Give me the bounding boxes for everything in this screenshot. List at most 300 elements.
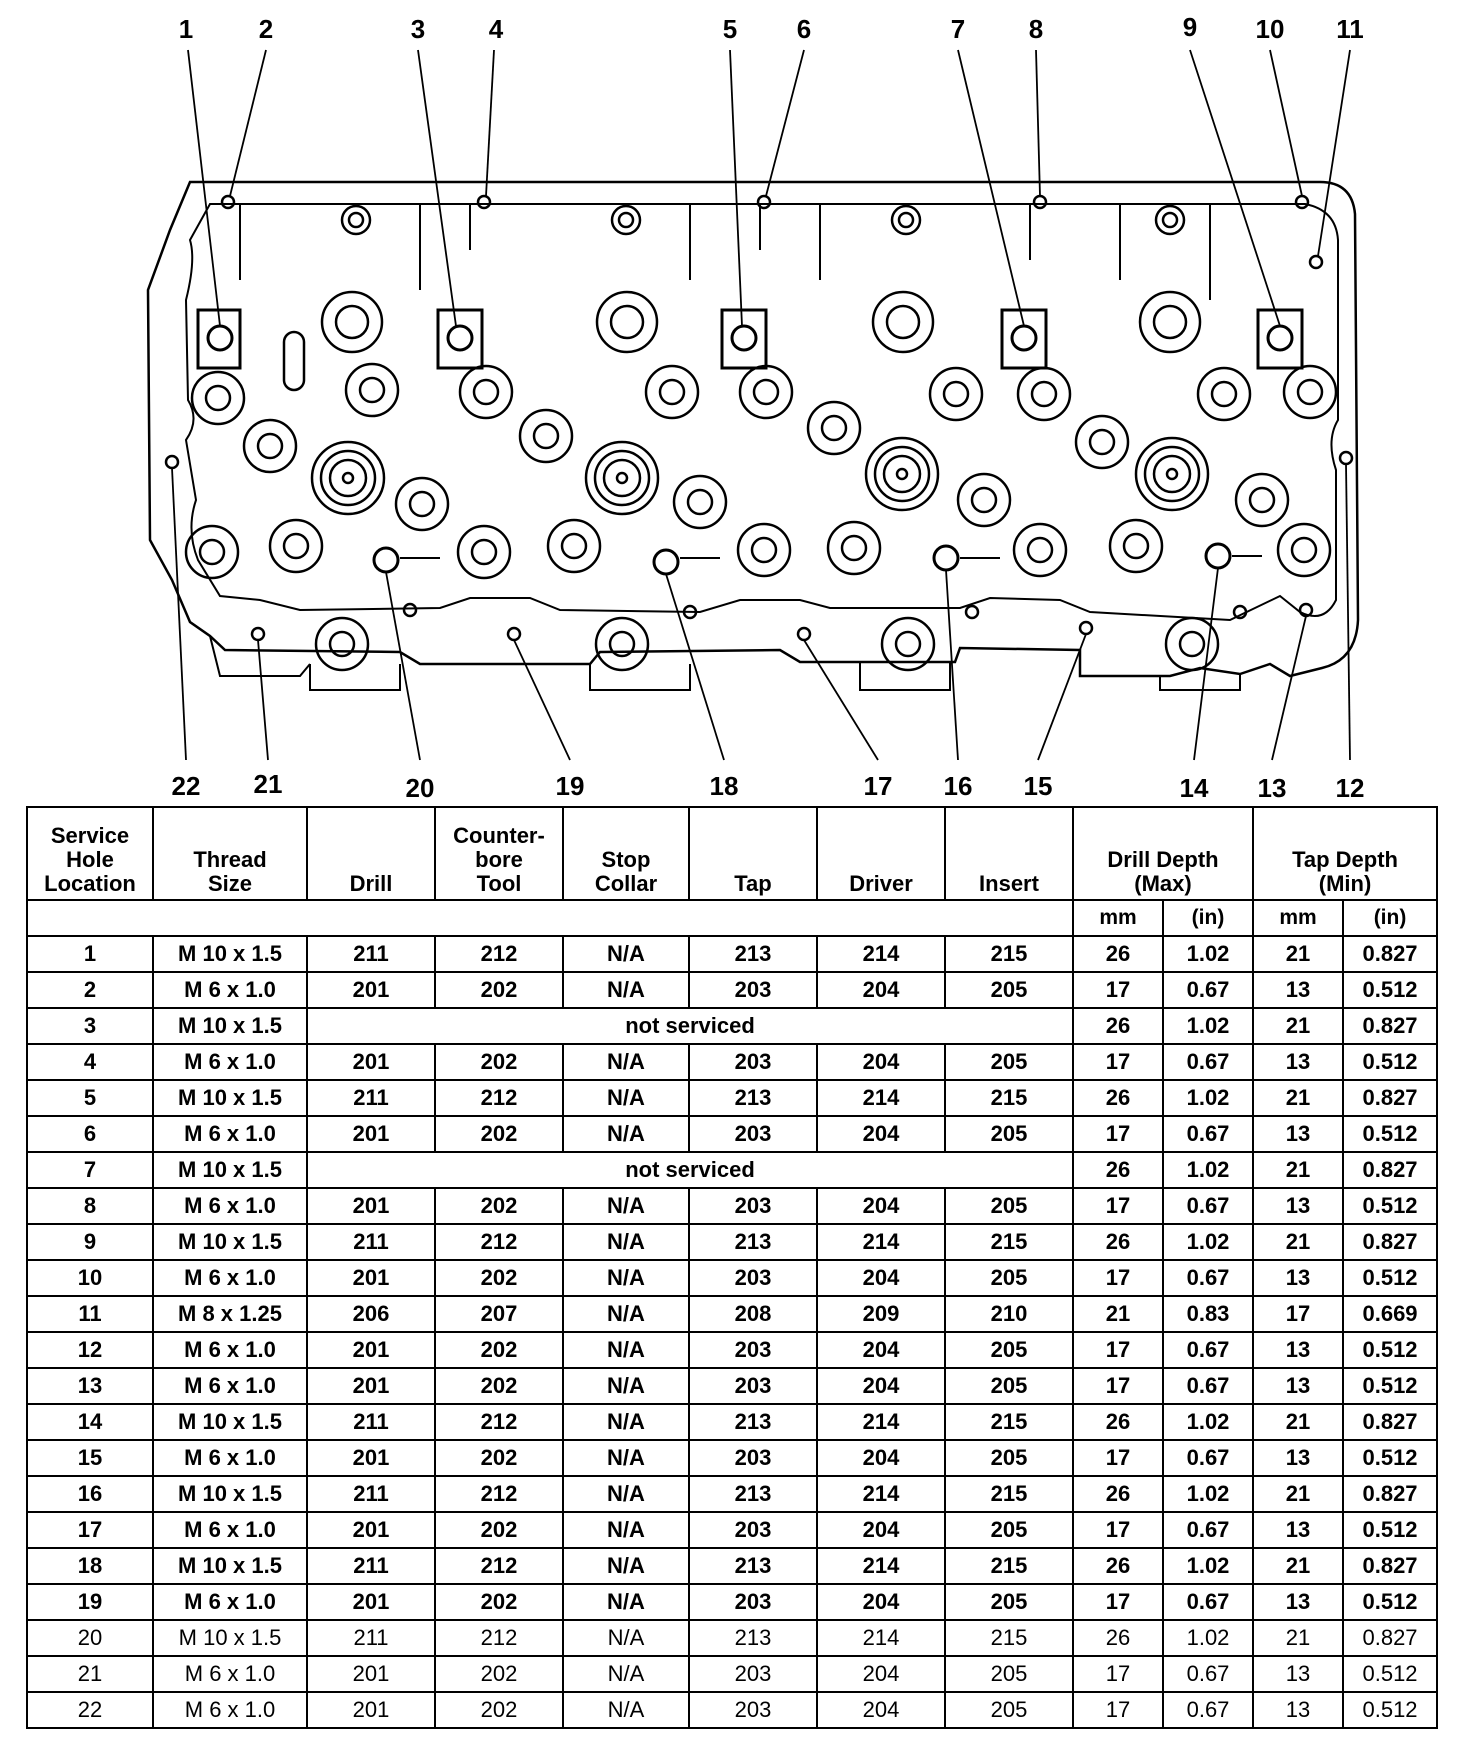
- thread-size-cell: M 10 x 1.5: [153, 1080, 307, 1116]
- tap-depth-mm-cell: 13: [1253, 1332, 1343, 1368]
- tap-depth-mm-cell: 21: [1253, 1548, 1343, 1584]
- table-row: [27, 1548, 1437, 1584]
- tap-depth-mm-cell: 13: [1253, 1116, 1343, 1152]
- tap-cell: 203: [689, 1368, 817, 1404]
- thread-size-cell: M 10 x 1.5: [153, 1476, 307, 1512]
- thread-size-cell: M 6 x 1.0: [153, 1656, 307, 1692]
- location-cell: 10: [27, 1260, 153, 1296]
- drill-cell: 211: [307, 1404, 435, 1440]
- drill-cell: 201: [307, 1332, 435, 1368]
- insert-cell: 205: [945, 1044, 1073, 1080]
- drill-cell: 206: [307, 1296, 435, 1332]
- counterbore-cell: 212: [435, 1620, 563, 1656]
- tap-depth-mm-cell: 13: [1253, 1584, 1343, 1620]
- insert-cell: 215: [945, 1620, 1073, 1656]
- thread-size-cell: M 10 x 1.5: [153, 1224, 307, 1260]
- drill-depth-mm-cell: 17: [1073, 1368, 1163, 1404]
- drill-depth-in-cell: 0.67: [1163, 1368, 1253, 1404]
- location-cell: 11: [27, 1296, 153, 1332]
- tap-depth-mm-cell: 13: [1253, 1044, 1343, 1080]
- tap-depth-in-cell: 0.669: [1343, 1296, 1437, 1332]
- drill-cell: 201: [307, 1584, 435, 1620]
- location-cell: 1: [27, 936, 153, 972]
- insert-cell: 215: [945, 1404, 1073, 1440]
- header-insert: Insert: [945, 807, 1073, 900]
- callout-13: 13: [1257, 773, 1287, 800]
- table-row: [27, 1620, 1437, 1656]
- tap-depth-mm-cell: 13: [1253, 1368, 1343, 1404]
- location-cell: 9: [27, 1224, 153, 1260]
- tap-depth-in-cell: 0.512: [1343, 972, 1437, 1008]
- drill-depth-in-cell: 1.02: [1163, 1404, 1253, 1440]
- driver-cell: 214: [817, 1224, 945, 1260]
- tap-depth-mm-cell: 13: [1253, 1260, 1343, 1296]
- drill-depth-in-cell: 1.02: [1163, 1476, 1253, 1512]
- drill-cell: 201: [307, 972, 435, 1008]
- insert-cell: 215: [945, 1224, 1073, 1260]
- tap-cell: 213: [689, 1224, 817, 1260]
- drill-depth-mm-cell: 26: [1073, 1224, 1163, 1260]
- drill-depth-mm-cell: 17: [1073, 1332, 1163, 1368]
- tap-depth-in-cell: 0.827: [1343, 1152, 1437, 1188]
- insert-cell: 205: [945, 1656, 1073, 1692]
- drill-depth-mm-cell: 17: [1073, 1692, 1163, 1728]
- thread-size-cell: M 10 x 1.5: [153, 1548, 307, 1584]
- stop-collar-cell: N/A: [563, 1260, 689, 1296]
- drill-depth-in-cell: 0.67: [1163, 1260, 1253, 1296]
- callout-10: 10: [1255, 14, 1285, 44]
- counterbore-cell: 212: [435, 1080, 563, 1116]
- insert-cell: 205: [945, 1116, 1073, 1152]
- stop-collar-cell: N/A: [563, 1368, 689, 1404]
- counterbore-cell: 212: [435, 1548, 563, 1584]
- counterbore-cell: 202: [435, 1044, 563, 1080]
- callout-3: 3: [410, 14, 426, 44]
- driver-cell: 204: [817, 1044, 945, 1080]
- table-row: [27, 1476, 1437, 1512]
- header-driver: Driver: [817, 807, 945, 900]
- insert-cell: 205: [945, 1368, 1073, 1404]
- tap-depth-in-cell: 0.827: [1343, 1008, 1437, 1044]
- insert-cell: 215: [945, 1548, 1073, 1584]
- tap-depth-in-cell: 0.512: [1343, 1512, 1437, 1548]
- drill-cell: 211: [307, 1080, 435, 1116]
- tap-depth-in-cell: 0.512: [1343, 1188, 1437, 1224]
- driver-cell: 204: [817, 1188, 945, 1224]
- driver-cell: 204: [817, 1332, 945, 1368]
- tap-depth-in-cell: 0.827: [1343, 1620, 1437, 1656]
- insert-cell: 210: [945, 1296, 1073, 1332]
- tap-depth-in-cell: 0.827: [1343, 1224, 1437, 1260]
- driver-cell: 204: [817, 1692, 945, 1728]
- location-cell: 13: [27, 1368, 153, 1404]
- tap-depth-mm-cell: 21: [1253, 1080, 1343, 1116]
- tap-depth-mm-cell: 13: [1253, 1512, 1343, 1548]
- stop-collar-cell: N/A: [563, 1440, 689, 1476]
- not-serviced-cell: not serviced: [307, 1152, 1073, 1188]
- driver-cell: 214: [817, 1404, 945, 1440]
- location-cell: 5: [27, 1080, 153, 1116]
- unit-tap-mm: mm: [1253, 900, 1343, 936]
- tap-cell: 213: [689, 1548, 817, 1584]
- top-callouts: [179, 12, 1364, 44]
- drill-cell: 201: [307, 1692, 435, 1728]
- table-row: [27, 1296, 1437, 1332]
- counterbore-cell: 202: [435, 1512, 563, 1548]
- unit-row-spacer: [27, 900, 1073, 936]
- drill-depth-in-cell: 0.67: [1163, 1332, 1253, 1368]
- location-cell: 15: [27, 1440, 153, 1476]
- driver-cell: 204: [817, 972, 945, 1008]
- driver-cell: 204: [817, 1584, 945, 1620]
- location-cell: 21: [27, 1656, 153, 1692]
- table-row: [27, 1044, 1437, 1080]
- tap-depth-in-cell: 0.827: [1343, 1548, 1437, 1584]
- header-drill: Drill: [307, 807, 435, 900]
- drill-cell: 211: [307, 1620, 435, 1656]
- counterbore-cell: 202: [435, 1692, 563, 1728]
- counterbore-cell: 202: [435, 1584, 563, 1620]
- tap-depth-in-cell: 0.512: [1343, 1584, 1437, 1620]
- table-row: [27, 1080, 1437, 1116]
- tap-cell: 203: [689, 1188, 817, 1224]
- stop-collar-cell: N/A: [563, 1188, 689, 1224]
- drill-depth-in-cell: 1.02: [1163, 1620, 1253, 1656]
- drill-cell: 201: [307, 1440, 435, 1476]
- location-cell: 16: [27, 1476, 153, 1512]
- drill-cell: 201: [307, 1512, 435, 1548]
- drill-depth-mm-cell: 17: [1073, 1512, 1163, 1548]
- table-row: [27, 1224, 1437, 1260]
- driver-cell: 214: [817, 1620, 945, 1656]
- stop-collar-cell: N/A: [563, 1476, 689, 1512]
- drill-depth-mm-cell: 21: [1073, 1296, 1163, 1332]
- tap-depth-in-cell: 0.827: [1343, 1080, 1437, 1116]
- callout-16: 16: [943, 771, 973, 800]
- tap-cell: 203: [689, 1512, 817, 1548]
- exhaust-ports: [210, 636, 1240, 690]
- unit-tap-in: (in): [1343, 900, 1437, 936]
- drill-depth-mm-cell: 26: [1073, 936, 1163, 972]
- counterbore-cell: 202: [435, 1188, 563, 1224]
- counterbore-cell: 202: [435, 1260, 563, 1296]
- stop-collar-cell: N/A: [563, 1548, 689, 1584]
- drill-cell: 201: [307, 1260, 435, 1296]
- stop-collar-cell: N/A: [563, 1080, 689, 1116]
- location-cell: 2: [27, 972, 153, 1008]
- drill-depth-mm-cell: 26: [1073, 1620, 1163, 1656]
- location-cell: 22: [27, 1692, 153, 1728]
- insert-cell: 205: [945, 1332, 1073, 1368]
- insert-cell: 205: [945, 1440, 1073, 1476]
- driver-cell: 214: [817, 936, 945, 972]
- table-row: [27, 1692, 1437, 1728]
- counterbore-cell: 202: [435, 972, 563, 1008]
- drill-depth-in-cell: 0.67: [1163, 1440, 1253, 1476]
- drill-cell: 211: [307, 1548, 435, 1584]
- thread-size-cell: M 10 x 1.5: [153, 936, 307, 972]
- counterbore-cell: 202: [435, 1656, 563, 1692]
- location-cell: 12: [27, 1332, 153, 1368]
- location-cell: 6: [27, 1116, 153, 1152]
- tap-cell: 213: [689, 936, 817, 972]
- drill-depth-in-cell: 1.02: [1163, 1224, 1253, 1260]
- tap-depth-mm-cell: 13: [1253, 1440, 1343, 1476]
- tap-cell: 203: [689, 1692, 817, 1728]
- drill-cell: 201: [307, 1656, 435, 1692]
- bottom-callouts: [172, 769, 1365, 800]
- counterbore-cell: 212: [435, 1404, 563, 1440]
- tap-cell: 203: [689, 1440, 817, 1476]
- stop-collar-cell: N/A: [563, 1404, 689, 1440]
- callout-22: 22: [171, 771, 201, 800]
- thread-size-cell: M 8 x 1.25: [153, 1296, 307, 1332]
- insert-cell: 215: [945, 1080, 1073, 1116]
- tap-cell: 203: [689, 972, 817, 1008]
- drill-cell: 201: [307, 1368, 435, 1404]
- driver-cell: 204: [817, 1368, 945, 1404]
- drill-depth-in-cell: 0.67: [1163, 972, 1253, 1008]
- thread-size-cell: M 10 x 1.5: [153, 1404, 307, 1440]
- header-row: [27, 807, 1437, 900]
- driver-cell: 204: [817, 1116, 945, 1152]
- callout-14: 14: [1179, 773, 1209, 800]
- callout-15: 15: [1023, 771, 1053, 800]
- table-row: [27, 1116, 1437, 1152]
- tap-depth-in-cell: 0.512: [1343, 1692, 1437, 1728]
- tap-depth-mm-cell: 21: [1253, 1620, 1343, 1656]
- drill-depth-mm-cell: 17: [1073, 1656, 1163, 1692]
- callout-11: 11: [1336, 14, 1364, 44]
- driver-cell: 214: [817, 1548, 945, 1584]
- drill-cell: 211: [307, 936, 435, 972]
- thread-size-cell: M 6 x 1.0: [153, 1116, 307, 1152]
- stop-collar-cell: N/A: [563, 1116, 689, 1152]
- location-cell: 18: [27, 1548, 153, 1584]
- drill-depth-mm-cell: 17: [1073, 1584, 1163, 1620]
- tap-cell: 203: [689, 1656, 817, 1692]
- counterbore-cell: 202: [435, 1116, 563, 1152]
- header-tap: Tap: [689, 807, 817, 900]
- header-tap-depth: Tap Depth (Min): [1253, 807, 1437, 900]
- location-cell: 19: [27, 1584, 153, 1620]
- counterbore-cell: 202: [435, 1368, 563, 1404]
- counterbore-cell: 212: [435, 936, 563, 972]
- callout-7: 7: [950, 14, 966, 44]
- insert-cell: 215: [945, 1476, 1073, 1512]
- tap-depth-in-cell: 0.512: [1343, 1260, 1437, 1296]
- callout-6: 6: [796, 14, 812, 44]
- drill-depth-mm-cell: 17: [1073, 972, 1163, 1008]
- drill-cell: 201: [307, 1116, 435, 1152]
- callout-19: 19: [555, 771, 585, 800]
- callout-21: 21: [253, 769, 283, 799]
- header-location: Service Hole Location: [27, 807, 153, 900]
- thread-size-cell: M 6 x 1.0: [153, 1512, 307, 1548]
- counterbore-cell: 212: [435, 1476, 563, 1512]
- insert-cell: 215: [945, 936, 1073, 972]
- insert-cell: 205: [945, 1188, 1073, 1224]
- drill-depth-in-cell: 1.02: [1163, 936, 1253, 972]
- drill-cell: 201: [307, 1044, 435, 1080]
- driver-cell: 214: [817, 1080, 945, 1116]
- drill-depth-in-cell: 1.02: [1163, 1548, 1253, 1584]
- table-row: [27, 1260, 1437, 1296]
- location-cell: 20: [27, 1620, 153, 1656]
- thread-size-cell: M 6 x 1.0: [153, 972, 307, 1008]
- callout-18: 18: [709, 771, 739, 800]
- stop-collar-cell: N/A: [563, 1044, 689, 1080]
- thread-size-cell: M 10 x 1.5: [153, 1008, 307, 1044]
- callout-1: 1: [178, 14, 194, 44]
- tap-depth-in-cell: 0.827: [1343, 1476, 1437, 1512]
- table-row: [27, 1512, 1437, 1548]
- drill-cell: 211: [307, 1476, 435, 1512]
- location-cell: 4: [27, 1044, 153, 1080]
- driver-cell: 204: [817, 1260, 945, 1296]
- service-hole-spec-table: [26, 806, 1438, 1729]
- drill-depth-mm-cell: 26: [1073, 1476, 1163, 1512]
- insert-cell: 205: [945, 1260, 1073, 1296]
- stop-collar-cell: N/A: [563, 1224, 689, 1260]
- tap-cell: 213: [689, 1404, 817, 1440]
- thread-size-cell: M 6 x 1.0: [153, 1440, 307, 1476]
- drill-depth-in-cell: 0.67: [1163, 1188, 1253, 1224]
- drill-depth-mm-cell: 17: [1073, 1044, 1163, 1080]
- insert-cell: 205: [945, 972, 1073, 1008]
- thread-size-cell: M 6 x 1.0: [153, 1260, 307, 1296]
- tap-depth-mm-cell: 13: [1253, 972, 1343, 1008]
- table-row: [27, 1404, 1437, 1440]
- drill-depth-in-cell: 1.02: [1163, 1152, 1253, 1188]
- driver-cell: 214: [817, 1476, 945, 1512]
- callout-17: 17: [863, 771, 893, 800]
- drill-cell: 201: [307, 1188, 435, 1224]
- driver-cell: 204: [817, 1440, 945, 1476]
- thread-size-cell: M 6 x 1.0: [153, 1332, 307, 1368]
- tap-depth-mm-cell: 13: [1253, 1188, 1343, 1224]
- intake-port-walls: [240, 204, 1210, 300]
- thread-size-cell: M 6 x 1.0: [153, 1584, 307, 1620]
- callout-5: 5: [722, 14, 738, 44]
- drill-depth-in-cell: 0.67: [1163, 1116, 1253, 1152]
- drill-depth-mm-cell: 17: [1073, 1116, 1163, 1152]
- header-counterbore-tool: Counter- bore Tool: [435, 807, 563, 900]
- drill-depth-mm-cell: 17: [1073, 1440, 1163, 1476]
- location-cell: 7: [27, 1152, 153, 1188]
- table-row: [27, 1368, 1437, 1404]
- counterbore-cell: 207: [435, 1296, 563, 1332]
- location-cell: 3: [27, 1008, 153, 1044]
- thread-size-cell: M 6 x 1.0: [153, 1692, 307, 1728]
- stop-collar-cell: N/A: [563, 1620, 689, 1656]
- unit-drill-in: (in): [1163, 900, 1253, 936]
- drill-depth-in-cell: 0.67: [1163, 1044, 1253, 1080]
- driver-cell: 204: [817, 1512, 945, 1548]
- drill-depth-in-cell: 0.67: [1163, 1584, 1253, 1620]
- tap-depth-mm-cell: 21: [1253, 936, 1343, 972]
- drill-cell: 211: [307, 1224, 435, 1260]
- drill-depth-mm-cell: 17: [1073, 1260, 1163, 1296]
- tap-depth-in-cell: 0.512: [1343, 1440, 1437, 1476]
- stop-collar-cell: N/A: [563, 1332, 689, 1368]
- drill-depth-in-cell: 1.02: [1163, 1008, 1253, 1044]
- tap-depth-mm-cell: 21: [1253, 1152, 1343, 1188]
- tap-depth-in-cell: 0.512: [1343, 1044, 1437, 1080]
- counterbore-cell: 202: [435, 1440, 563, 1476]
- table-row: [27, 1008, 1437, 1044]
- tap-depth-in-cell: 0.827: [1343, 936, 1437, 972]
- counterbore-cell: 202: [435, 1332, 563, 1368]
- driver-cell: 204: [817, 1656, 945, 1692]
- tap-depth-in-cell: 0.512: [1343, 1656, 1437, 1692]
- tap-cell: 203: [689, 1116, 817, 1152]
- tap-depth-mm-cell: 17: [1253, 1296, 1343, 1332]
- tap-depth-mm-cell: 21: [1253, 1476, 1343, 1512]
- header-stop-collar: Stop Collar: [563, 807, 689, 900]
- bore-rings: [312, 438, 1208, 514]
- drill-depth-mm-cell: 26: [1073, 1548, 1163, 1584]
- insert-cell: 205: [945, 1584, 1073, 1620]
- insert-cell: 205: [945, 1692, 1073, 1728]
- callout-12: 12: [1335, 773, 1365, 800]
- stop-collar-cell: N/A: [563, 1296, 689, 1332]
- table-row: [27, 1152, 1437, 1188]
- tap-depth-in-cell: 0.512: [1343, 1116, 1437, 1152]
- thread-size-cell: M 10 x 1.5: [153, 1152, 307, 1188]
- tap-depth-mm-cell: 21: [1253, 1224, 1343, 1260]
- callout-20: 20: [405, 773, 435, 800]
- unit-drill-mm: mm: [1073, 900, 1163, 936]
- thread-size-cell: M 6 x 1.0: [153, 1044, 307, 1080]
- drill-depth-in-cell: 0.67: [1163, 1512, 1253, 1548]
- tap-depth-in-cell: 0.512: [1343, 1332, 1437, 1368]
- tap-depth-mm-cell: 21: [1253, 1404, 1343, 1440]
- table-row: [27, 1332, 1437, 1368]
- tap-depth-in-cell: 0.512: [1343, 1368, 1437, 1404]
- location-cell: 8: [27, 1188, 153, 1224]
- unit-row: [27, 900, 1437, 936]
- tap-cell: 213: [689, 1620, 817, 1656]
- stop-collar-cell: N/A: [563, 1692, 689, 1728]
- callout-2: 2: [258, 14, 274, 44]
- drill-depth-in-cell: 1.02: [1163, 1080, 1253, 1116]
- drill-depth-mm-cell: 26: [1073, 1152, 1163, 1188]
- counterbore-cell: 212: [435, 1224, 563, 1260]
- tap-cell: 208: [689, 1296, 817, 1332]
- drill-depth-in-cell: 0.67: [1163, 1656, 1253, 1692]
- header-drill-depth: Drill Depth (Max): [1073, 807, 1253, 900]
- head-outline: [148, 182, 1358, 676]
- tap-cell: 203: [689, 1584, 817, 1620]
- table-row: [27, 1440, 1437, 1476]
- drill-depth-mm-cell: 17: [1073, 1188, 1163, 1224]
- tap-depth-mm-cell: 13: [1253, 1656, 1343, 1692]
- table-row: [27, 1656, 1437, 1692]
- spec-table-body: [27, 936, 1437, 1728]
- drill-depth-in-cell: 0.67: [1163, 1692, 1253, 1728]
- stop-collar-cell: N/A: [563, 936, 689, 972]
- tap-depth-in-cell: 0.827: [1343, 1404, 1437, 1440]
- table-row: [27, 1188, 1437, 1224]
- thread-size-cell: M 6 x 1.0: [153, 1188, 307, 1224]
- location-cell: 14: [27, 1404, 153, 1440]
- tap-cell: 213: [689, 1080, 817, 1116]
- stop-collar-cell: N/A: [563, 1656, 689, 1692]
- oil-galley-slot: [284, 332, 304, 390]
- tap-depth-mm-cell: 21: [1253, 1008, 1343, 1044]
- coolant-holes: [186, 364, 1336, 670]
